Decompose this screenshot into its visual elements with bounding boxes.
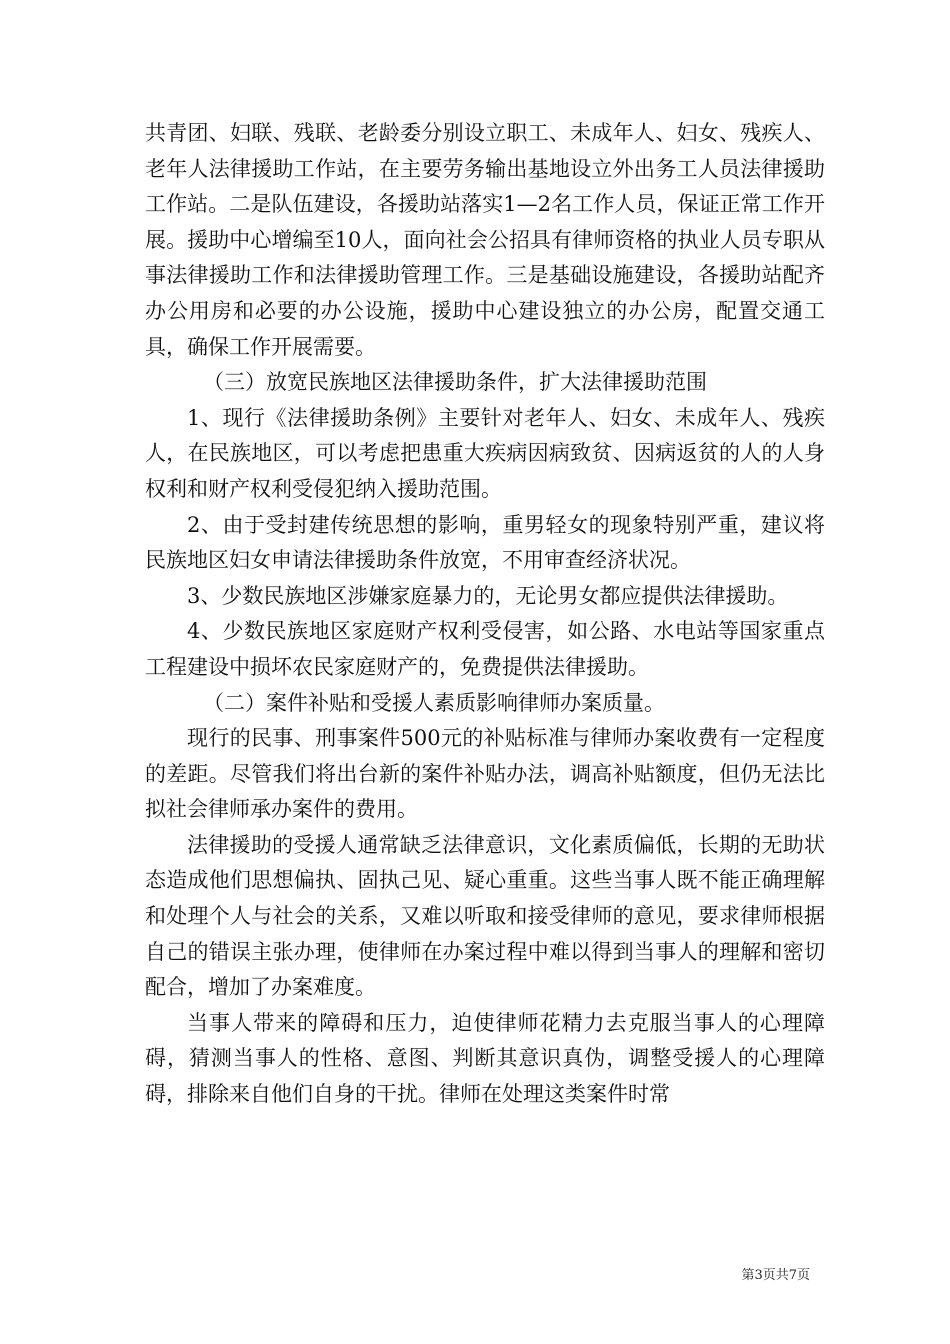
page-number-footer: 第3页共7页 <box>741 1268 810 1283</box>
paragraph-continuation: 共青团、妇联、残联、老龄委分别设立职工、未成年人、妇女、残疾人、老年人法律援助工作站，在主要劳务输出基地设立外出务工人员法律援助工作站。二是队伍建设，各援助站落实1—2名工作人员，保证正常工作开展。援助中心增编至10人，面向社会公招具有律师资格的执业人员专职从事法律援助工作和法律援助管理工作。三是基础设施建设，各援助站配齐办公用房和必要的办公设施，援助中心建设独立的办公房，配置交通工具，确保工作开展需要。 <box>145 121 825 359</box>
paragraph-item-2: 2、由于受封建传统思想的影响，重男轻女的现象特别严重，建议将民族地区妇女申请法律援助条件放宽，不用审查经济状况。 <box>145 512 825 573</box>
document-body <box>145 116 825 1113</box>
paragraph-item-4: 4、少数民族地区家庭财产权利受侵害，如公路、水电站等国家重点工程建设中损坏农民家庭财产的，免费提供法律援助。 <box>145 619 825 679</box>
paragraph-subsidy: 现行的民事、刑事案件500元的补贴标准与律师办案收费有一定程度的差距。尽管我们将出台新的案件补贴办法，调高补贴额度，但仍无法比拟社会律师承办案件的费用。 <box>145 726 825 822</box>
section-heading-three: （三）放宽民族地区法律援助条件，扩大法律援助范围 <box>203 370 707 395</box>
paragraph-recipients: 法律援助的受援人通常缺乏法律意识，文化素质偏低，长期的无助状态造成他们思想偏执、固执己见、疑心重重。这些当事人既不能正确理解和处理个人与社会的关系，又难以听取和接受律师的意见，要求律师根据自己的错误主张办理，使律师在办案过程中难以得到当事人的理解和密切配合，增加了办案难度。 <box>145 832 825 1000</box>
section-heading-two: （二）案件补贴和受援人素质影响律师办案质量。 <box>203 690 665 715</box>
paragraph-item-1: 1、现行《法律援助条例》主要针对老年人、妇女、未成年人、残疾人，在民族地区，可以考虑把患重大疾病因病致贫、因病返贫的人的人身权利和财产权利受侵犯纳入援助范围。 <box>145 405 825 501</box>
paragraph-obstacles: 当事人带来的障碍和压力，迫使律师花精力去克服当事人的心理障碍，猜测当事人的性格、意图、判断其意识真伪，调整受援人的心理障碍，排除来自他们自身的干扰。律师在处理这类案件时常 <box>145 1010 825 1107</box>
paragraph-item-3: 3、少数民族地区涉嫌家庭暴力的，无论男女都应提供法律援助。 <box>187 583 789 608</box>
